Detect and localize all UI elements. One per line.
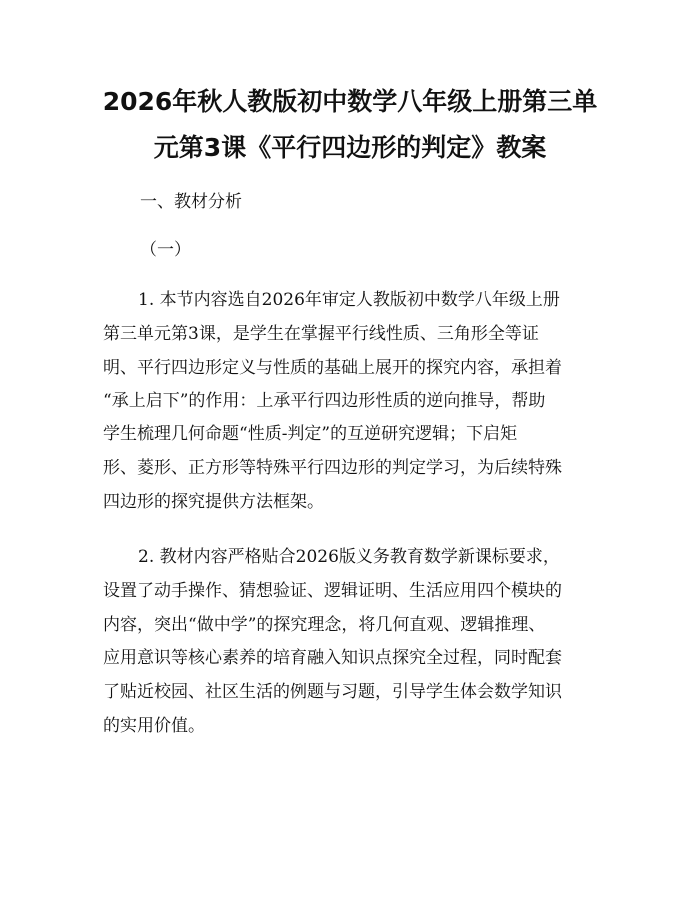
paragraph-1-line: 第三单元第3课，是学生在掌握平行线性质、三角形全等证: [103, 324, 539, 344]
paragraph-1-line: 四边形的探究提供方法框架。: [103, 492, 324, 512]
paragraph-1-line: 形、菱形、正方形等特殊平行四边形的判定学习，为后续特殊: [103, 458, 562, 478]
paragraph-2-line: 应用意识等核心素养的培育融入知识点探究全过程，同时配套: [103, 648, 562, 668]
paragraph-1-line: 明、平行四边形定义与性质的基础上展开的探究内容，承担着: [103, 358, 562, 378]
section-heading-textbook-analysis: 一、教材分析: [140, 192, 242, 212]
paragraph-1-line: 1. 本节内容选自2026年审定人教版初中数学八年级上册: [138, 290, 560, 310]
paragraph-1-line: “承上启下”的作用：上承平行四边形性质的逆向推导，帮助: [103, 391, 546, 411]
subsection-heading-1: （一）: [140, 240, 191, 260]
document-title-line-2: 元第3课《平行四边形的判定》教案: [153, 133, 547, 162]
document-title-line-1: 2026年秋人教版初中数学八年级上册第三单: [102, 87, 598, 116]
paragraph-2-line: 了贴近校园、社区生活的例题与习题，引导学生体会数学知识: [103, 682, 562, 702]
paragraph-2-line: 设置了动手操作、猜想验证、逻辑证明、生活应用四个模块的: [103, 581, 562, 601]
paragraph-2-line: 的实用价值。: [103, 716, 205, 736]
paragraph-2-line: 2. 教材内容严格贴合2026版义务教育数学新课标要求，: [138, 547, 560, 567]
paragraph-2-line: 内容，突出“做中学”的探究理念，将几何直观、逻辑推理、: [103, 615, 546, 635]
paragraph-1-line: 学生梳理几何命题“性质-判定”的互逆研究逻辑；下启矩: [103, 424, 518, 444]
